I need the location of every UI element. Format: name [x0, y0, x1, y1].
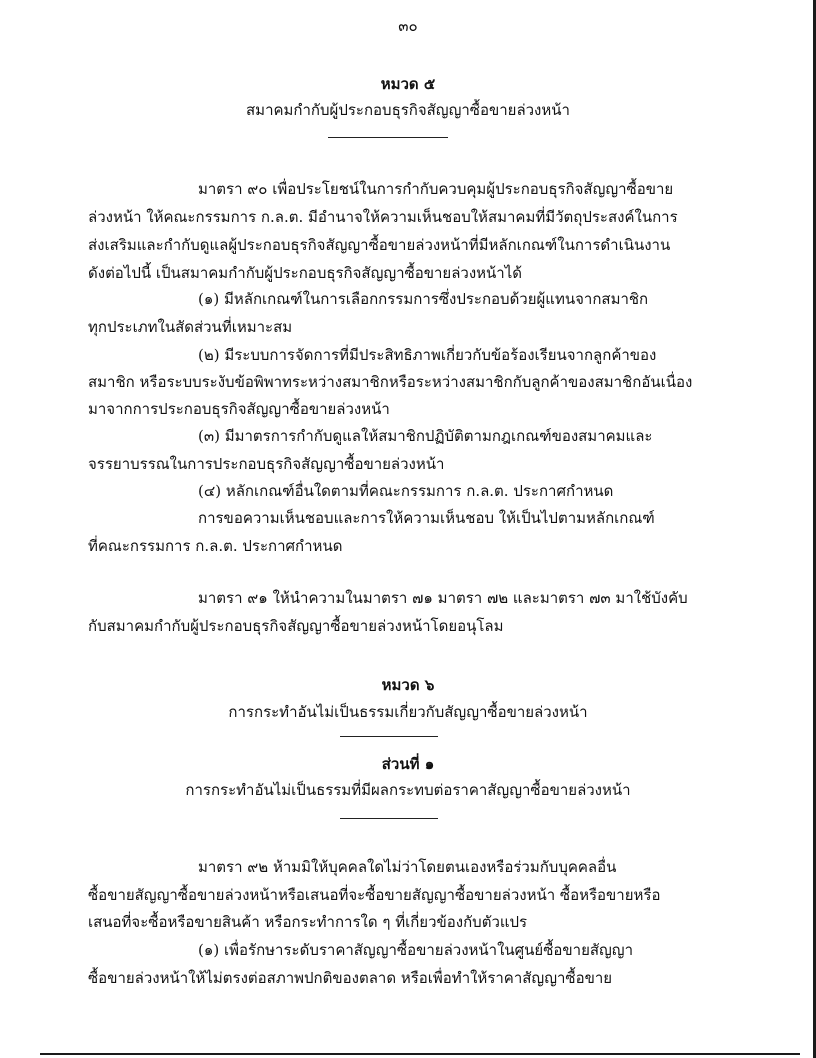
section-90-item-2-line-3: มาจากการประกอบธุรกิจสัญญาซื้อขายล่วงหน้า	[88, 400, 390, 418]
section-90-item-3-line-1: (๓) มีมาตรการกำกับดูแลให้สมาชิกปฏิบัติตามกฎเกณฑ์ของสมาคมและ	[198, 427, 653, 445]
section-92-line-1: มาตรา ๙๒ ห้ามมิให้บุคคลใดไม่ว่าโดยตนเองหรือร่วมกับบุคคลอื่น	[198, 858, 617, 876]
section-90-line-1: มาตรา ๙๐ เพื่อประโยชน์ในการกำกับควบคุมผู้ประกอบธุรกิจสัญญาซื้อขาย	[198, 180, 674, 198]
section-90-line-4: ดังต่อไปนี้ เป็นสมาคมกำกับผู้ประกอบธุรกิจสัญญาซื้อขายล่วงหน้าได้	[88, 264, 523, 282]
section-92-line-3: เสนอที่จะซื้อหรือขายสินค้า หรือกระทำการใด ๆ ที่เกี่ยวข้องกับตัวแปร	[88, 913, 528, 931]
scan-edge-bottom	[40, 1053, 800, 1055]
chapter-5-title: สมาคมกำกับผู้ประกอบธุรกิจสัญญาซื้อขายล่วงหน้า	[246, 101, 570, 119]
section-91-line-2: กับสมาคมกำกับผู้ประกอบธุรกิจสัญญาซื้อขายล่วงหน้าโดยอนุโลม	[88, 617, 504, 635]
section-92-item-1-line-2: ซื้อขายล่วงหน้าให้ไม่ตรงต่อสภาพปกติของตลาด หรือเพื่อทำให้ราคาสัญญาซื้อขาย	[88, 969, 613, 987]
section-90-line-2: ล่วงหน้า ให้คณะกรรมการ ก.ล.ต. มีอำนาจให้ความเห็นชอบให้สมาคมที่มีวัตถุประสงค์ในการ	[88, 208, 678, 226]
divider-rule	[340, 818, 438, 819]
section-90-item-2-line-2: สมาชิก หรือระบบระงับข้อพิพาทระหว่างสมาชิกหรือระหว่างสมาชิกกับลูกค้าของสมาชิกอันเนื่อง	[88, 373, 693, 391]
section-90-item-1-line-1: (๑) มีหลักเกณฑ์ในการเลือกกรรมการซึ่งประกอบด้วยผู้แทนจากสมาชิก	[198, 290, 649, 308]
section-90-line-3: ส่งเสริมและกำกับดูแลผู้ประกอบธุรกิจสัญญาซื้อขายล่วงหน้าที่มีหลักเกณฑ์ในการดำเนินงาน	[88, 236, 671, 254]
divider-rule	[328, 137, 448, 138]
section-90-closing-line-2: ที่คณะกรรมการ ก.ล.ต. ประกาศกำหนด	[88, 537, 343, 555]
chapter-6-heading: หมวด ๖	[381, 676, 435, 694]
section-92-item-1-line-1: (๑) เพื่อรักษาระดับราคาสัญญาซื้อขายล่วงหน้าในศูนย์ซื้อขายสัญญา	[198, 941, 634, 959]
section-90-item-1-line-2: ทุกประเภทในสัดส่วนที่เหมาะสม	[88, 318, 293, 336]
section-90-item-4: (๔) หลักเกณฑ์อื่นใดตามที่คณะกรรมการ ก.ล.ต. ประกาศกำหนด	[198, 482, 614, 500]
section-92-line-2: ซื้อขายสัญญาซื้อขายล่วงหน้าหรือเสนอที่จะซื้อขายสัญญาซื้อขายล่วงหน้า ซื้อหรือขายหรือ	[88, 886, 661, 904]
divider-rule	[340, 736, 438, 737]
part-1-title: การกระทำอันไม่เป็นธรรมที่มีผลกระทบต่อราคาสัญญาซื้อขายล่วงหน้า	[185, 781, 631, 799]
part-1-heading: ส่วนที่ ๑	[381, 755, 435, 773]
section-90-item-2-line-1: (๒) มีระบบการจัดการที่มีประสิทธิภาพเกี่ยวกับข้อร้องเรียนจากลูกค้าของ	[198, 346, 657, 364]
section-90-item-3-line-2: จรรยาบรรณในการประกอบธุรกิจสัญญาซื้อขายล่วงหน้า	[88, 455, 445, 473]
chapter-6-title: การกระทำอันไม่เป็นธรรมเกี่ยวกับสัญญาซื้อขายล่วงหน้า	[228, 703, 588, 721]
section-90-closing-line-1: การขอความเห็นชอบและการให้ความเห็นชอบ ให้เป็นไปตามหลักเกณฑ์	[198, 509, 655, 527]
section-91-line-1: มาตรา ๙๑ ให้นำความในมาตรา ๗๑ มาตรา ๗๒ และมาตรา ๗๓ มาใช้บังคับ	[198, 589, 688, 607]
page-number: ๓๐	[398, 17, 418, 35]
chapter-5-heading: หมวด ๕	[380, 75, 436, 93]
